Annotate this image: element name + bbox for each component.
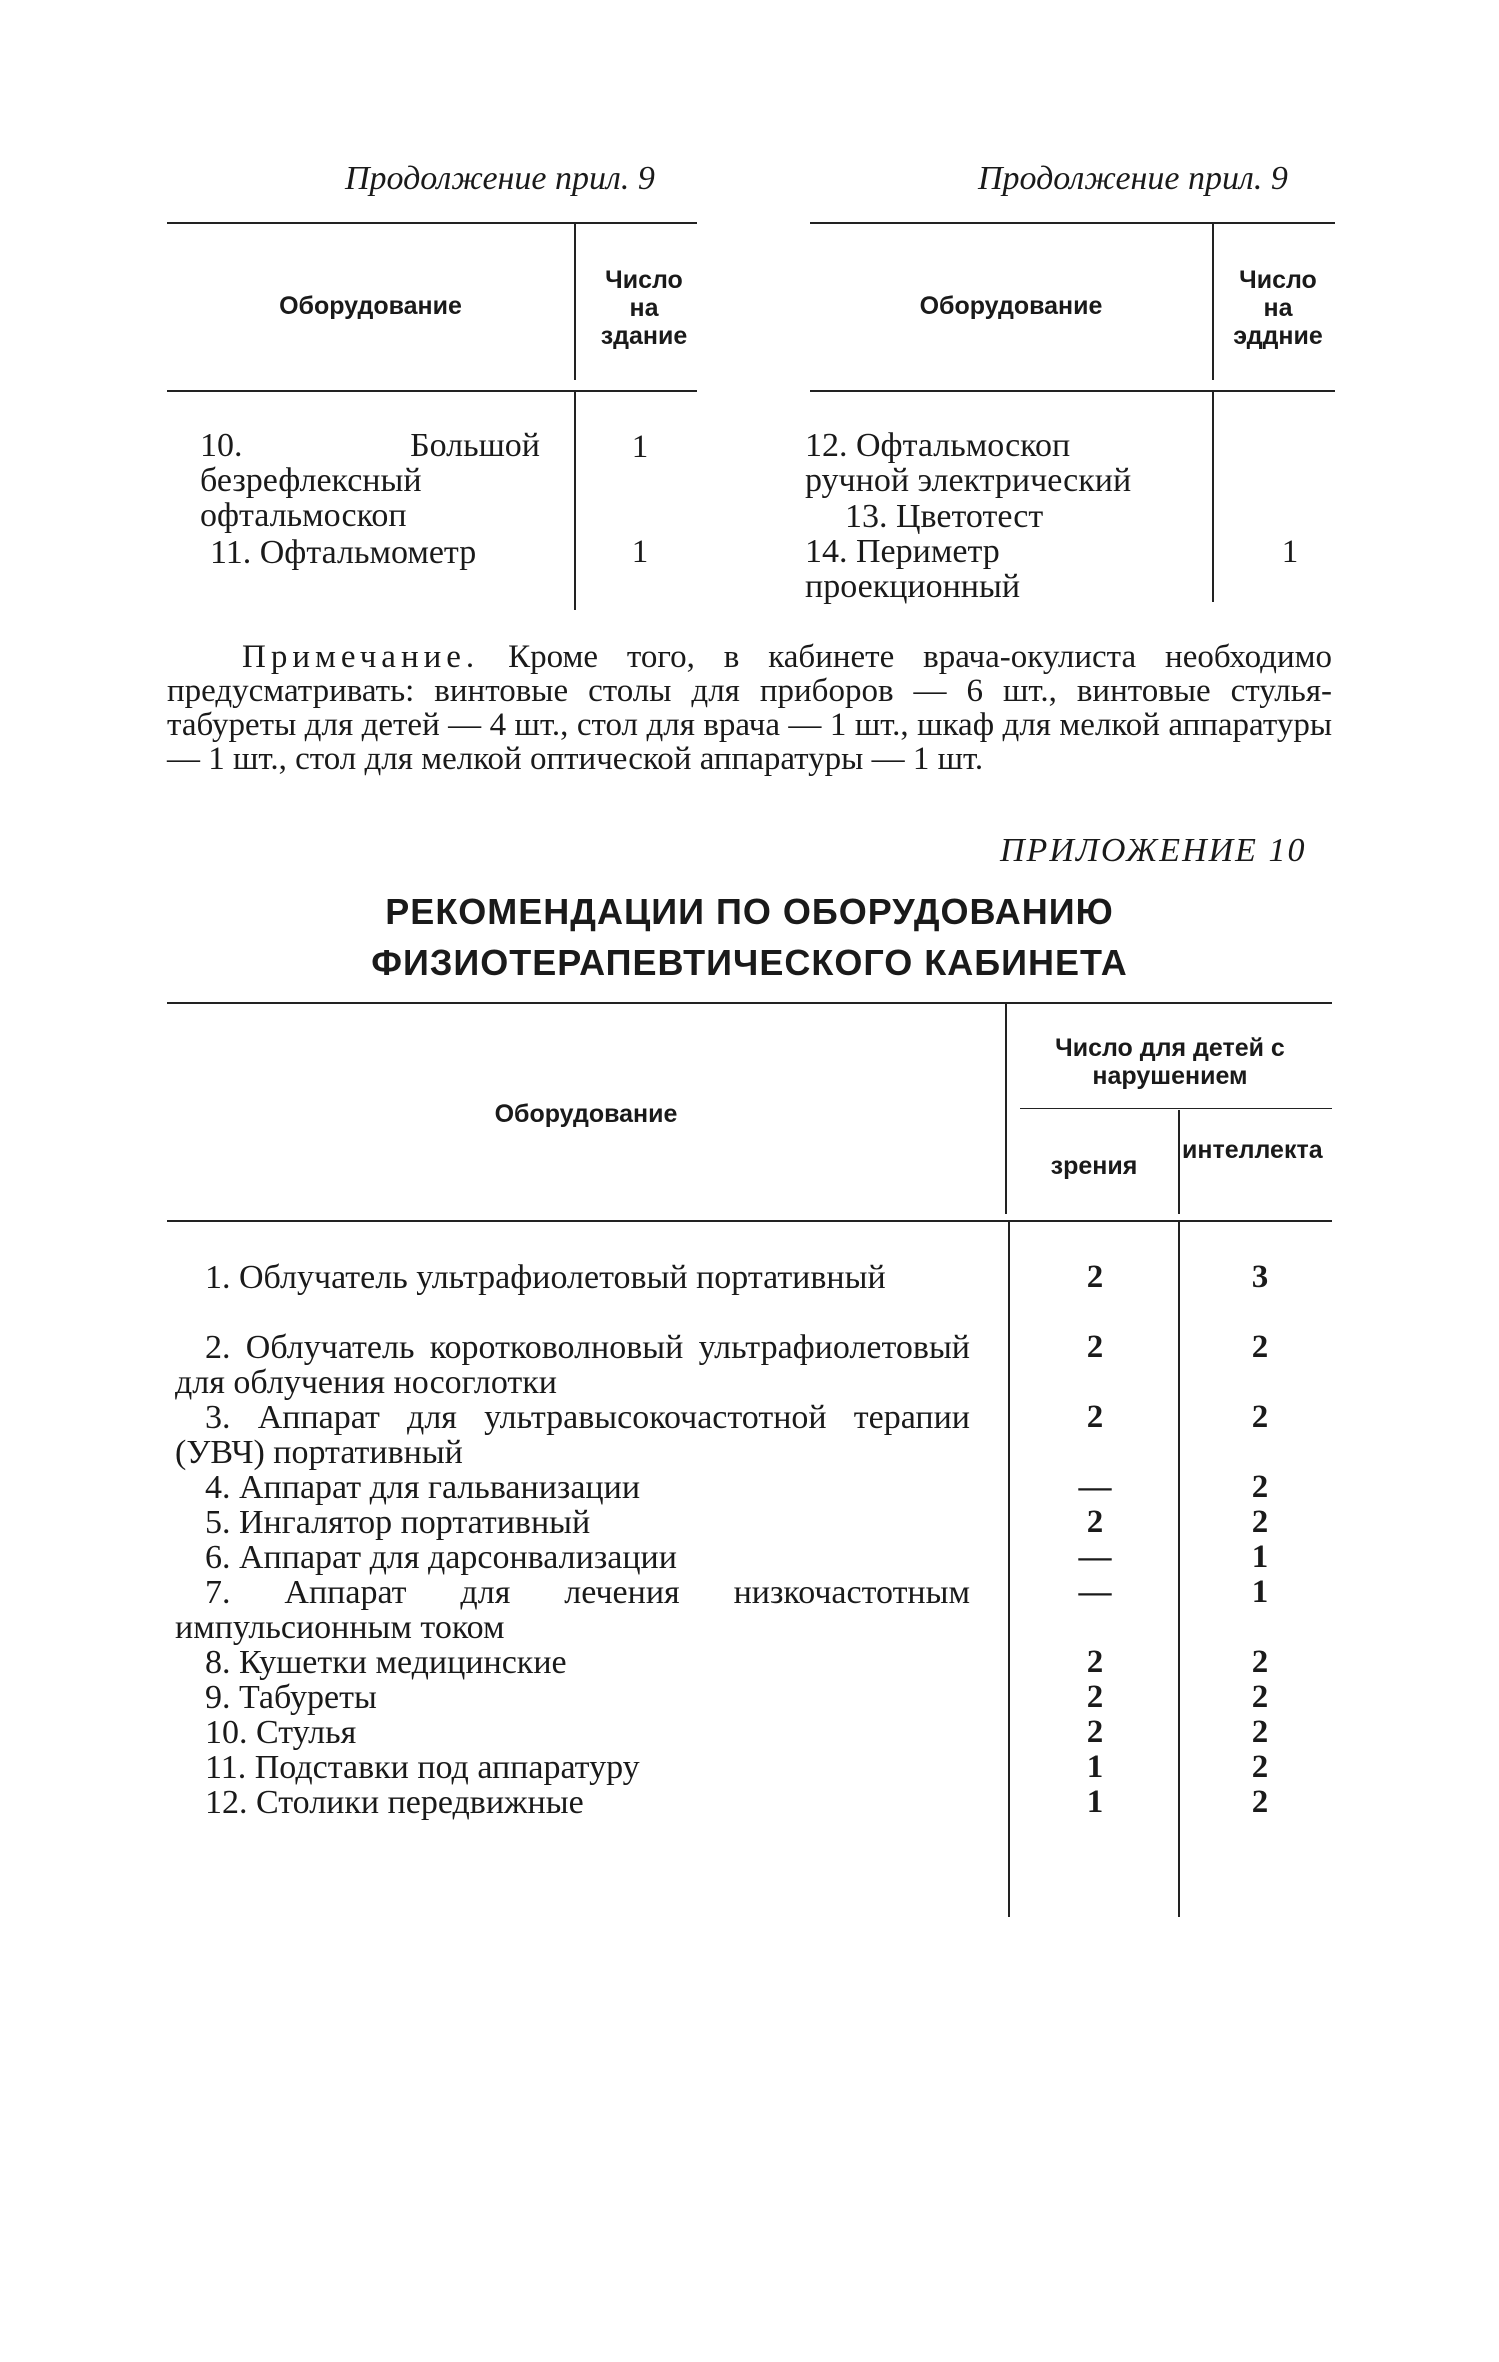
table-row-name: 9. Табуреты: [205, 1679, 377, 1716]
list-item-count: 1: [631, 534, 649, 570]
table-cell-intellect: 2: [1251, 1399, 1269, 1435]
table-rule: [167, 390, 697, 392]
table-row-name: 2. Облучатель коротковолновый ультрафиолетовый для облучения носоглотки: [175, 1329, 970, 1401]
list-item: 14. Периметр проекционный: [805, 533, 1021, 605]
table-cell-intellect: 3: [1251, 1259, 1269, 1295]
note-label: Примечание.: [242, 639, 480, 675]
column-divider: [574, 392, 576, 610]
table-cell-intellect: 2: [1251, 1679, 1269, 1715]
table-row-name: 6. Аппарат для дарсонвализации: [205, 1539, 677, 1576]
list-item-count: 1: [1281, 534, 1299, 570]
table-cell-intellect: 1: [1251, 1574, 1269, 1610]
continuation-label-left: Продолжение прил. 9: [345, 160, 655, 197]
table-cell-sight: —: [1078, 1574, 1112, 1610]
table-cell-intellect: 2: [1251, 1504, 1269, 1540]
list-item: 12. Офтальмоскоп ручной электрический: [805, 427, 1132, 499]
table-cell-intellect: 1: [1251, 1539, 1269, 1575]
page-subtitle: ФИЗИОТЕРАПЕВТИЧЕСКОГО КАБИНЕТА: [371, 942, 1128, 983]
appendix-label: ПРИЛОЖЕНИЕ 10: [1000, 832, 1307, 869]
table-cell-sight: 2: [1086, 1714, 1104, 1750]
column-header-equipment: Оборудование: [919, 292, 1103, 320]
table-cell-sight: 2: [1086, 1259, 1104, 1295]
table-cell-sight: —: [1078, 1539, 1112, 1575]
table-row-name: 1. Облучатель ультрафиолетовый портативный: [205, 1259, 886, 1296]
note-text: Кроме того, в кабинете врача-окулиста необходимо предусматривать: винтовые столы для приборов — 6 шт., винтовые стулья-табуреты для детей — 4 шт., стол для врача — 1 шт., шкаф для мелкой аппаратуры — 1 шт., стол для мелкой оптической аппаратуры — 1 шт.: [167, 639, 1332, 777]
column-header-count: Число на здание: [600, 266, 688, 350]
list-item-count: 1: [631, 429, 649, 465]
column-header-equipment: Оборудование: [279, 292, 462, 320]
column-header-equipment: Оборудование: [494, 1100, 678, 1128]
table-cell-sight: 2: [1086, 1399, 1104, 1435]
table-cell-intellect: 2: [1251, 1644, 1269, 1680]
table-cell-sight: 2: [1086, 1329, 1104, 1365]
list-item: 11. Офтальмометр: [210, 534, 477, 571]
list-item: 13. Цветотест: [845, 498, 1044, 535]
table-cell-intellect: 2: [1251, 1784, 1269, 1820]
column-header-group: Число для детей с нарушением: [1055, 1034, 1285, 1090]
table-rule: [810, 390, 1335, 392]
list-item: 10. Большой безрефлексный офтальмоскоп: [200, 427, 540, 534]
column-divider: [1005, 1004, 1007, 1214]
table-rule: [167, 222, 697, 224]
table-rule: [167, 1220, 1332, 1222]
page-title: РЕКОМЕНДАЦИИ ПО ОБОРУДОВАНИЮ: [385, 891, 1114, 932]
table-cell-intellect: 2: [1251, 1329, 1269, 1365]
table-cell-sight: 2: [1086, 1504, 1104, 1540]
table-cell-sight: —: [1078, 1469, 1112, 1505]
column-divider: [1212, 224, 1214, 380]
column-divider: [1008, 1222, 1010, 1917]
table-row-name: 12. Столики передвижные: [205, 1784, 584, 1821]
table-cell-intellect: 2: [1251, 1469, 1269, 1505]
column-divider: [1178, 1222, 1180, 1917]
column-divider: [1178, 1110, 1180, 1214]
table-row-name: 4. Аппарат для гальванизации: [205, 1469, 641, 1506]
column-header-sight: зрения: [1050, 1152, 1138, 1180]
table-rule: [167, 1002, 1332, 1004]
table-cell-intellect: 2: [1251, 1714, 1269, 1750]
table-row-name: 8. Кушетки медицинские: [205, 1644, 567, 1681]
table-rule: [810, 222, 1335, 224]
table-rule: [1020, 1108, 1332, 1109]
table-row-name: 7. Аппарат для лечения низкочастотным импульсионным током: [175, 1574, 970, 1646]
column-divider: [1212, 392, 1214, 602]
note-paragraph: [167, 640, 1332, 776]
table-row-name: 5. Ингалятор портативный: [205, 1504, 591, 1541]
column-header-intellect: интеллекта: [1182, 1136, 1323, 1164]
table-cell-intellect: 2: [1251, 1749, 1269, 1785]
table-row-name: 10. Стулья: [205, 1714, 357, 1751]
column-divider: [574, 224, 576, 380]
column-header-count: Число на эддние: [1233, 266, 1323, 350]
table-cell-sight: 2: [1086, 1679, 1104, 1715]
table-cell-sight: 1: [1086, 1749, 1104, 1785]
table-row-name: 11. Подставки под аппаратуру: [205, 1749, 640, 1786]
table-cell-sight: 1: [1086, 1784, 1104, 1820]
table-cell-sight: 2: [1086, 1644, 1104, 1680]
table-row-name: 3. Аппарат для ультравысокочастотной терапии (УВЧ) портативный: [175, 1399, 970, 1471]
continuation-label-right: Продолжение прил. 9: [978, 160, 1288, 197]
